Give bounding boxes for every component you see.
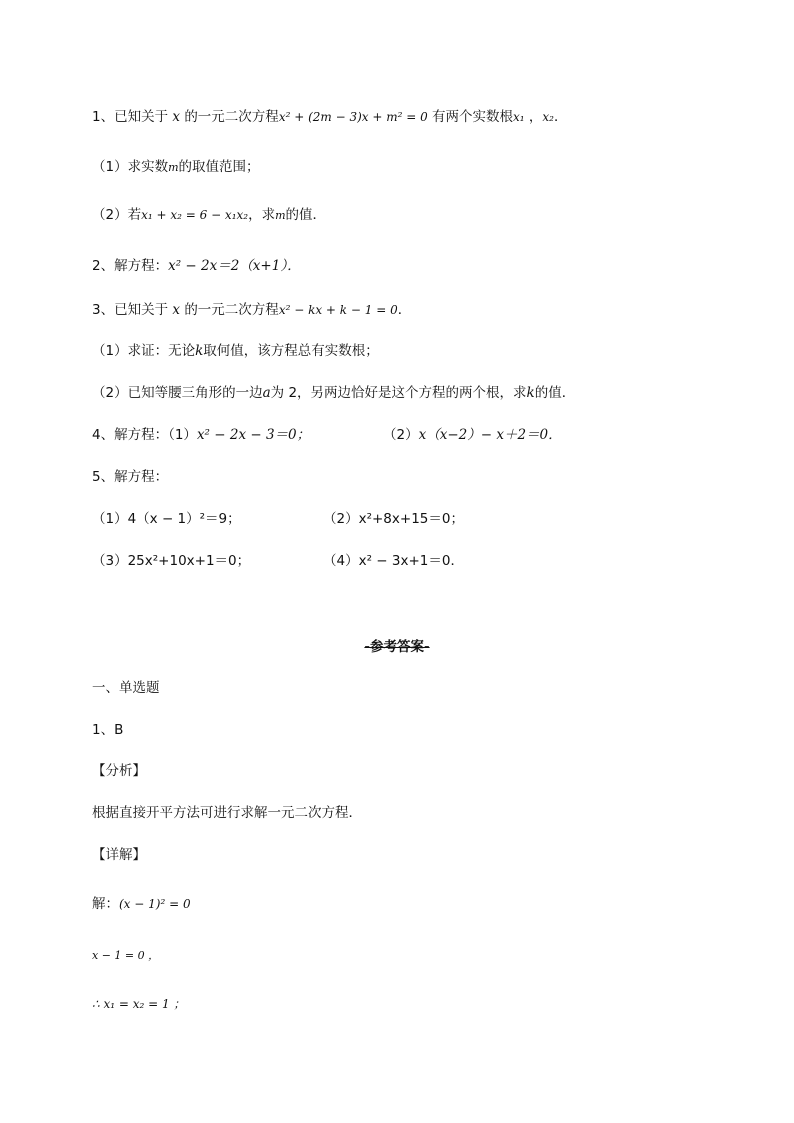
q5-item-1: （1）4（x − 1）²＝9； <box>92 511 241 527</box>
question-2 <box>92 257 301 275</box>
q1-root-1: x₁ <box>513 110 525 124</box>
q1-number: 1、 <box>92 109 115 125</box>
question-3 <box>92 301 411 319</box>
q1-part-1-text: （1）求实数 <box>92 159 169 175</box>
q1-equation: x² + (2m − 3)x + m² = 0 <box>278 110 428 124</box>
solution-step-1-eq: (x − 1)² = 0 <box>119 897 191 911</box>
q3-part-2 <box>92 384 575 402</box>
q1-end: ． <box>553 109 568 125</box>
q5-text: 解方程： <box>114 469 169 485</box>
q1-suffix: 有两个实数根 <box>432 109 514 125</box>
q2-number: 2、 <box>92 258 115 274</box>
q1-part-2-text: （2）若 <box>92 207 142 223</box>
q3-prefix: 已知关于 <box>114 302 169 318</box>
q3-number: 3、 <box>92 302 115 318</box>
q5-item-2: （2）x²+8x+15＝0； <box>323 511 464 527</box>
q1-part-2 <box>92 206 326 225</box>
answers-section: 一、单选题 <box>92 680 160 696</box>
question-1 <box>92 108 567 126</box>
q4-part-2-label: （2） <box>383 427 419 443</box>
q1-part-1-end: 的取值范围； <box>178 159 260 175</box>
q5-number: 5、 <box>92 469 115 485</box>
analysis-label: 【分析】 <box>92 763 146 779</box>
q3-variable-x: x <box>172 302 181 318</box>
q1-variable-x: x <box>172 109 181 125</box>
q3-mid: 的一元二次方程 <box>184 302 279 318</box>
q1-part-2-eq: x₁ + x₂ = 6 − x₁x₂ <box>141 208 249 222</box>
q4-part-2 <box>383 426 562 444</box>
answer-1: 1、B <box>92 722 124 738</box>
solution-step-1-label: 解： <box>92 896 119 912</box>
q4-number: 4、 <box>92 427 115 443</box>
q4-text: 解方程：（1） <box>114 427 197 443</box>
q1-part-2-var: m <box>275 209 286 222</box>
solution-step-3-eq: ∴ x₁ = x₂ = 1 ； <box>92 997 186 1011</box>
q4-equation-2: x（x−2）− x＋2＝0． <box>418 427 562 443</box>
q1-part-1-var: m <box>168 161 179 174</box>
q3-end: ． <box>397 302 412 318</box>
analysis-text: 根据直接开平方法可进行求解一元二次方程． <box>92 805 362 821</box>
question-4 <box>92 426 310 444</box>
q4-equation-1: x² − 2x − 3＝0； <box>196 427 311 443</box>
q3-part-1-end: 取何值，该方程总有实数根； <box>203 343 379 359</box>
q3-part-1-var: k <box>195 343 204 359</box>
q1-root-2: x₂ <box>542 110 554 124</box>
q5-item-4: （4）x² − 3x+1＝0． <box>323 553 464 569</box>
question-5 <box>92 468 168 486</box>
q3-part-2-var-k: k <box>526 385 535 401</box>
solution-step-2 <box>92 946 159 965</box>
q3-equation: x² − kx + k − 1 = 0 <box>278 303 398 317</box>
solution-step-1 <box>92 895 191 913</box>
q1-part-2-end: ，求 <box>248 207 276 223</box>
q3-part-2-text-c: 的值． <box>534 385 576 401</box>
answers-title-wrap <box>0 635 794 655</box>
q3-part-2-text-a: （2）已知等腰三角形的一边 <box>92 385 263 401</box>
q1-mid: 的一元二次方程 <box>184 109 279 125</box>
solution-step-3 <box>92 995 185 1013</box>
q1-prefix: 已知关于 <box>114 109 169 125</box>
q2-text: 解方程： <box>114 258 169 274</box>
q5-item-3: （3）25x²+10x+1＝0； <box>92 553 251 569</box>
answers-title: -参考答案- <box>364 639 430 655</box>
q1-part-1 <box>92 158 260 177</box>
q3-part-1 <box>92 342 379 360</box>
q1-part-2-tail: 的值． <box>285 207 327 223</box>
q2-equation: x² − 2x＝2（x+1）． <box>168 258 301 274</box>
q1-sep: ， <box>528 109 543 125</box>
q3-part-1-text: （1）求证：无论 <box>92 343 196 359</box>
detail-label: 【详解】 <box>92 847 146 863</box>
solution-step-2-eq: x − 1 = 0 ， <box>92 949 160 962</box>
q3-part-2-text-b: 为 2，另两边恰好是这个方程的两个根，求 <box>270 385 527 401</box>
q3-part-2-var-a: a <box>262 385 271 401</box>
